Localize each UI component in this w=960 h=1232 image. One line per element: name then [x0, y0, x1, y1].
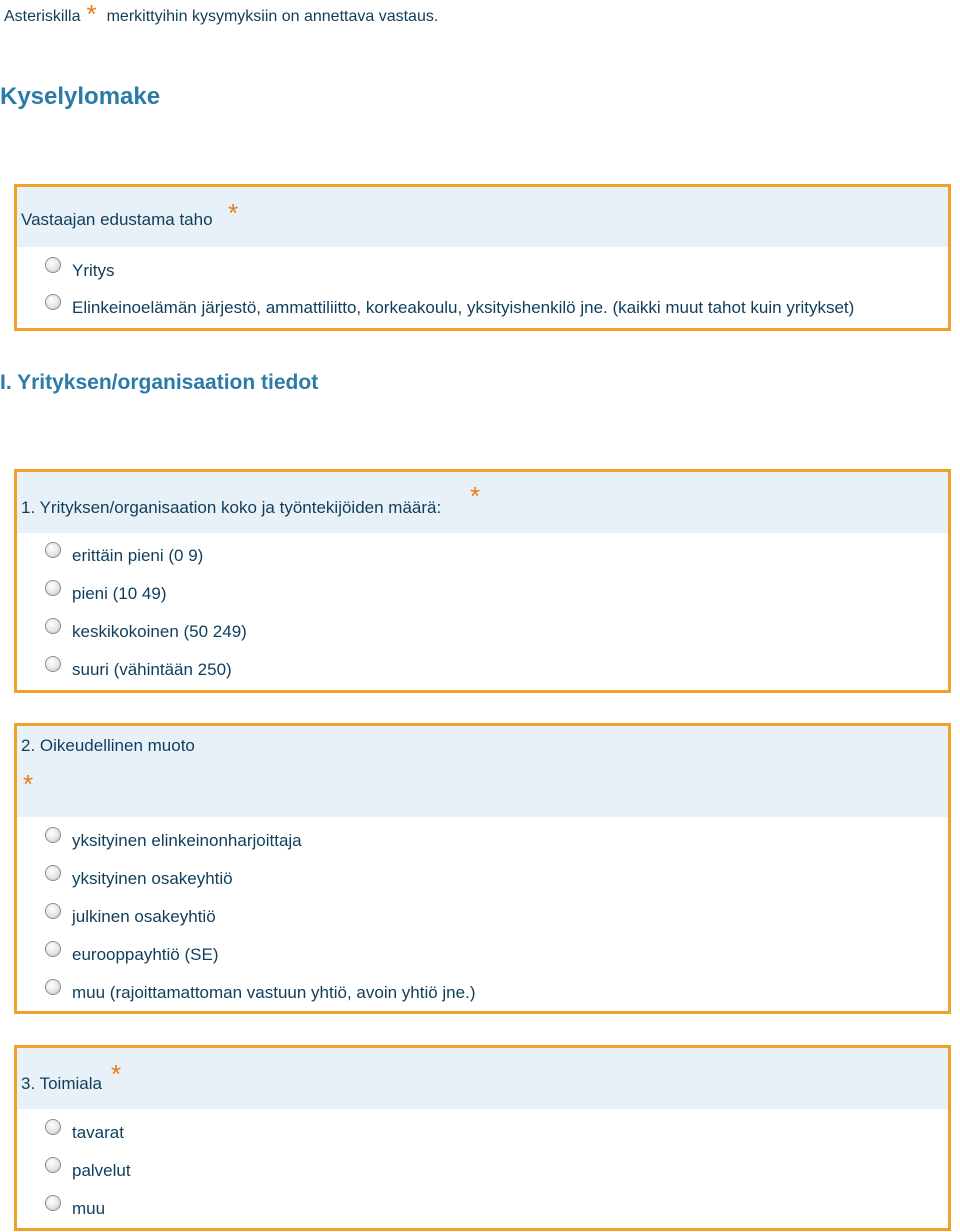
question-legal-form	[14, 723, 951, 1014]
radio-button[interactable]	[45, 656, 61, 672]
question-header: 3. Toimiala *	[17, 1048, 948, 1109]
option-sole-trader[interactable]	[45, 826, 302, 856]
option-label: yksityinen osakeyhtiö	[72, 869, 233, 888]
option-other-industry[interactable]	[45, 1194, 105, 1224]
option-size-medium[interactable]	[45, 617, 247, 647]
radio-button[interactable]	[45, 257, 61, 273]
option-size-small[interactable]	[45, 579, 167, 609]
option-label: tavarat	[72, 1123, 124, 1142]
option-label: julkinen osakeyhtiö	[72, 907, 216, 926]
question-header: 2. Oikeudellinen muoto *	[17, 726, 948, 817]
option-label: Elinkeinoelämän järjestö, ammattiliitto, korkeakoulu, yksityishenkilö jne. (kaikki muut tahot kuin yritykset)	[72, 298, 855, 317]
option-other-organisation[interactable]	[45, 293, 854, 323]
radio-button[interactable]	[45, 941, 61, 957]
option-label: eurooppayhtiö (SE)	[72, 945, 219, 964]
option-label: Yritys	[72, 261, 115, 280]
question-industry	[14, 1045, 951, 1231]
option-label: muu	[72, 1199, 106, 1218]
question-organisation-size	[14, 469, 951, 693]
radio-button[interactable]	[45, 1119, 61, 1135]
radio-button[interactable]	[45, 1195, 61, 1211]
radio-button[interactable]	[45, 865, 61, 881]
required-asterisk: *	[86, 0, 97, 29]
radio-button[interactable]	[45, 294, 61, 310]
required-note-text-end: merkittyihin kysymyksiin on annettava vastaus.	[106, 8, 439, 25]
section-title: I. Yrityksen/organisaation tiedot	[0, 371, 319, 394]
option-label: suuri (vähintään 250)	[72, 660, 232, 679]
required-note-text-start: Asteriskilla	[4, 8, 81, 25]
question-label: Vastaajan edustama taho	[21, 210, 213, 229]
form-title: Kyselylomake	[0, 83, 161, 110]
question-respondent-type	[14, 184, 951, 331]
option-public-limited[interactable]	[45, 902, 216, 932]
option-other-legal-form[interactable]	[45, 978, 475, 1008]
option-size-large[interactable]	[45, 655, 232, 685]
option-label: keskikokoinen (50 249)	[72, 622, 247, 641]
option-services[interactable]	[45, 1156, 131, 1186]
question-header: 1. Yrityksen/organisaation koko ja työntekijöiden määrä: *	[17, 472, 948, 533]
option-yritys[interactable]	[45, 256, 115, 286]
radio-button[interactable]	[45, 827, 61, 843]
radio-button[interactable]	[45, 1157, 61, 1173]
radio-button[interactable]	[45, 979, 61, 995]
question-label: 3. Toimiala	[21, 1074, 102, 1093]
option-label: muu (rajoittamattoman vastuun yhtiö, avoin yhtiö jne.)	[72, 983, 476, 1002]
question-label: 1. Yrityksen/organisaation koko ja työntekijöiden määrä:	[21, 498, 442, 517]
option-label: erittäin pieni (0 9)	[72, 546, 204, 565]
option-label: yksityinen elinkeinonharjoittaja	[72, 831, 302, 850]
radio-button[interactable]	[45, 580, 61, 596]
option-private-limited[interactable]	[45, 864, 233, 894]
option-goods[interactable]	[45, 1118, 124, 1148]
question-header: Vastaajan edustama taho *	[17, 187, 948, 247]
question-label: 2. Oikeudellinen muoto	[21, 736, 195, 755]
option-european-company[interactable]	[45, 940, 218, 970]
option-label: palvelut	[72, 1161, 131, 1180]
radio-button[interactable]	[45, 542, 61, 558]
radio-button[interactable]	[45, 903, 61, 919]
radio-button[interactable]	[45, 618, 61, 634]
option-label: pieni (10 49)	[72, 584, 167, 603]
required-fields-note	[4, 0, 439, 29]
option-size-very-small[interactable]	[45, 541, 203, 571]
